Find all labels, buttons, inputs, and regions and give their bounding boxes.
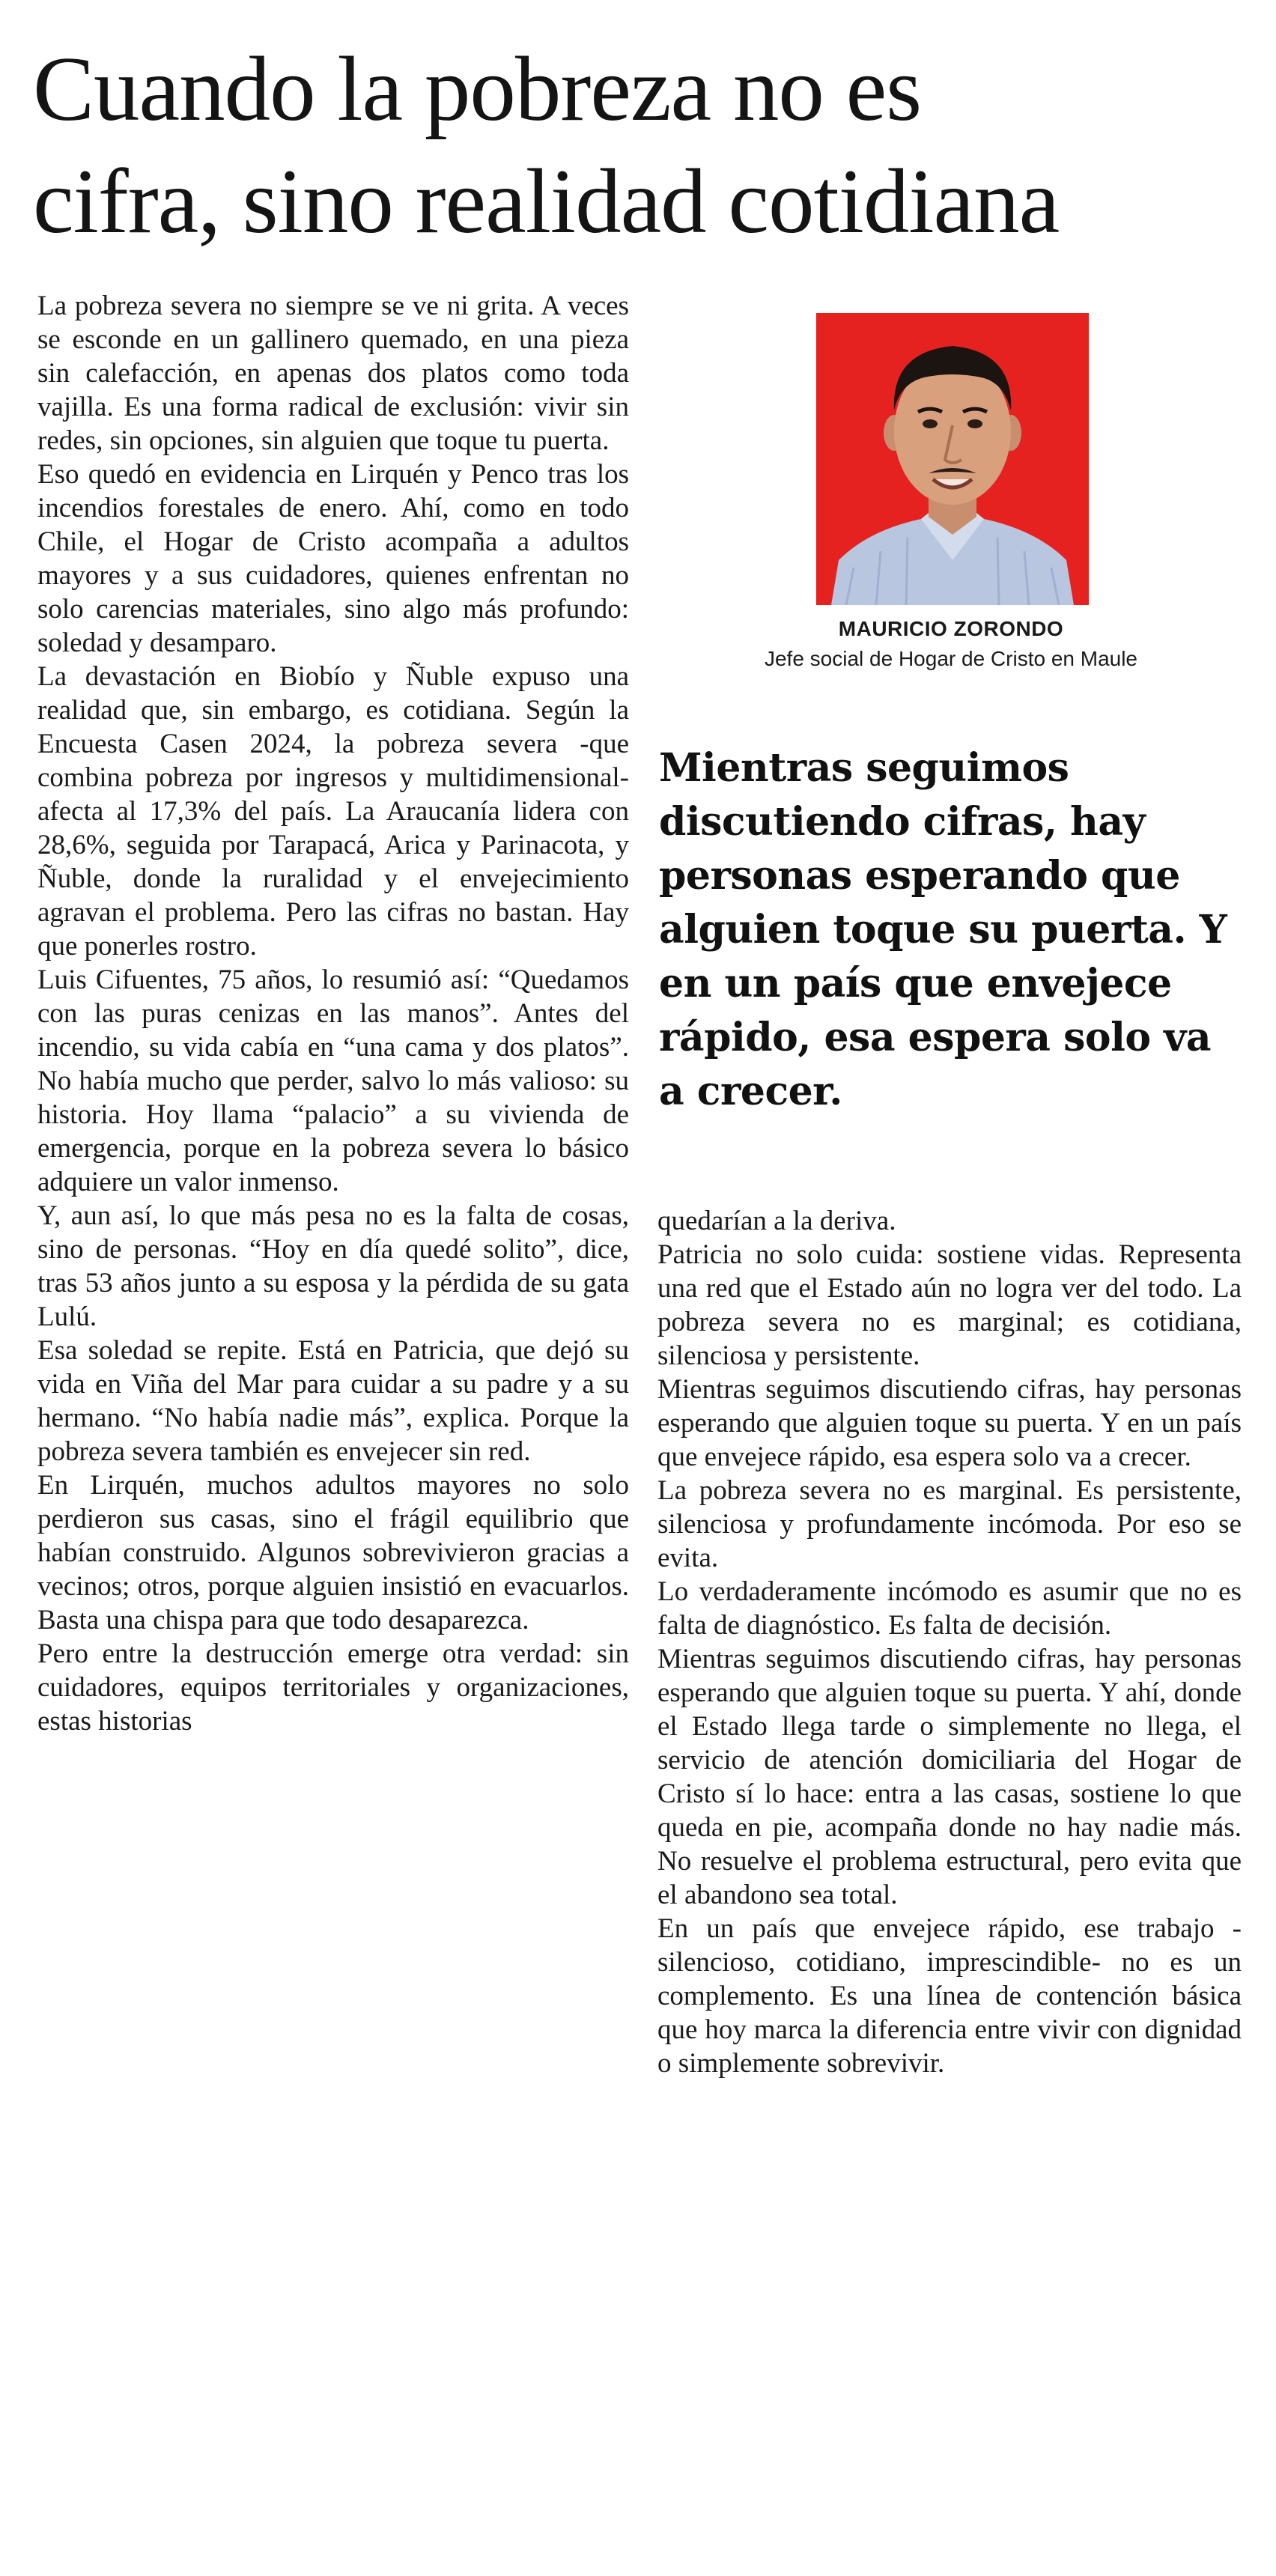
article-column-left [37, 289, 629, 1738]
article-column-right [657, 1204, 1242, 2080]
body-paragraph: Mientras seguimos discutiendo cifras, hay personas esperando que alguien toque su puerta. Y en un país que envejece rápido, esa espera solo va a crecer. [657, 1374, 1242, 1472]
headline-line-1: Cuando la pobreza no es [33, 37, 922, 140]
body-paragraph: En un país que envejece rápido, ese trabajo -silencioso, cotidiano, imprescindible- no es un complemento. Es una línea de contención básica que hoy marca la diferencia entre vivir con dignidad o simplemente sobrevivir. [657, 1913, 1242, 2079]
body-paragraph: quedarían a la deriva. [657, 1206, 896, 1236]
body-paragraph: Esa soledad se repite. Está en Patricia, que dejó su vida en Viña del Mar para cuidar a su padre y a su hermano. “No había nadie más”, explica. Porque la pobreza severa también es envejecer sin red. [37, 1335, 629, 1467]
body-paragraph: Mientras seguimos discutiendo cifras, hay personas esperando que alguien toque su puerta. Y ahí, donde el Estado llega tarde o simplemente no llega, el servicio de atención domiciliaria del Hogar de Cristo sí lo hace: entra a las casas, sostiene lo que queda en pie, acompaña donde no hay nadie más. No resuelve el problema estructural, pero evita que el abandono sea total. [657, 1644, 1242, 1910]
body-paragraph: Eso quedó en evidencia en Lirquén y Penco tras los incendios forestales de enero. Ahí, como en todo Chile, el Hogar de Cristo acompaña a adultos mayores y a sus cuidadores, quienes enfrentan no solo carencias materiales, sino algo más profundo: soledad y desamparo. [37, 459, 629, 658]
author-name: MAURICIO ZORONDO [838, 617, 1064, 640]
author-photo [816, 313, 1089, 605]
article-headline [33, 33, 1246, 258]
headline-line-2: cifra, sino realidad cotidiana [33, 150, 1060, 252]
pull-quote: Mientras seguimos discutiendo cifras, hay personas esperando que alguien toque su puerta. Y en un país que envejece rápido, esa espera solo va a crecer. [659, 745, 1227, 1114]
body-paragraph: Patricia no solo cuida: sostiene vidas. Representa una red que el Estado aún no logra ver del todo. La pobreza severa no es marginal; es cotidiana, silenciosa y persistente. [657, 1239, 1242, 1371]
body-paragraph: Luis Cifuentes, 75 años, lo resumió así: “Quedamos con las puras cenizas en las manos”. Antes del incendio, su vida cabía en “una cama y dos platos”. No había mucho que perder, salvo lo más valioso: su historia. Hoy llama “palacio” a su vivienda de emergencia, porque en la pobreza severa lo básico adquiere un valor inmenso. [37, 965, 629, 1197]
body-paragraph: Lo verdaderamente incómodo es asumir que no es falta de diagnóstico. Es falta de decisión. [657, 1576, 1242, 1641]
body-paragraph: La pobreza severa no siempre se ve ni grita. A veces se esconde en un gallinero quemado, en una pieza sin calefacción, en apenas dos platos como toda vajilla. Es una forma radical de exclusión: vivir sin redes, sin opciones, sin alguien que toque tu puerta. [37, 291, 629, 456]
body-paragraph: La pobreza severa no es marginal. Es persistente, silenciosa y profundamente incómoda. Por eso se evita. [657, 1475, 1242, 1573]
body-paragraph: Pero entre la destrucción emerge otra verdad: sin cuidadores, equipos territoriales y organizaciones, estas historias [37, 1638, 629, 1737]
body-paragraph: La devastación en Biobío y Ñuble expuso una realidad que, sin embargo, es cotidiana. Según la Encuesta Casen 2024, la pobreza severa -que combina pobreza por ingresos y multidimensional- afecta al 17,3% del país. La Araucanía lidera con 28,6%, seguida por Tarapacá, Arica y Parinacota, y Ñuble, donde la ruralidad y el envejecimiento agravan el problema. Pero las cifras no bastan. Hay que ponerles rostro. [37, 661, 629, 962]
author-role: Jefe social de Hogar de Cristo en Maule [764, 647, 1138, 670]
body-paragraph: Y, aun así, lo que más pesa no es la falta de cosas, sino de personas. “Hoy en día quedé solito”, dice, tras 53 años junto a su esposa y la pérdida de su gata Lulú. [37, 1200, 629, 1332]
body-paragraph: En Lirquén, muchos adultos mayores no solo perdieron sus casas, sino el frágil equilibrio que habían construido. Algunos sobrevivieron gracias a vecinos; otros, porque alguien insistió en evacuarlos. Basta una chispa para que todo desaparezca. [37, 1470, 629, 1635]
